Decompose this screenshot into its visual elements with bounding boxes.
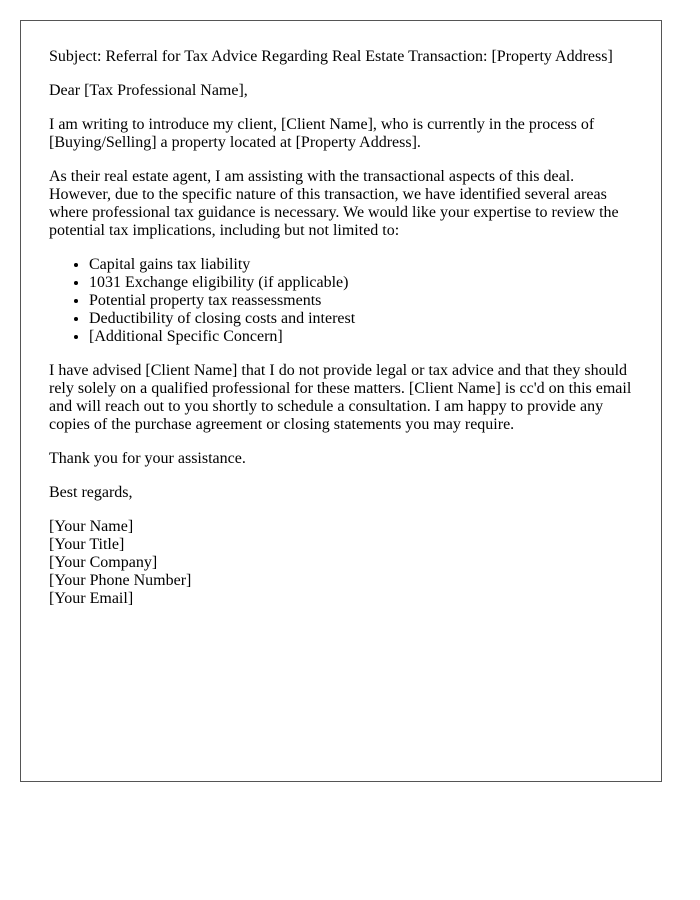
subject-line: Subject: Referral for Tax Advice Regarding Real Estate Transaction: [Property Address] (49, 48, 613, 65)
concerns-list (49, 256, 633, 346)
intro-paragraph: I am writing to introduce my client, [Client Name], who is currently in the process of [Buying/Selling] a property located at [Property Address]. (49, 116, 595, 151)
context-paragraph: As their real estate agent, I am assisting with the transactional aspects of this deal. However, due to the specific nature of this transaction, we have identified several areas where professional tax guidance is necessary. We would like your expertise to review the potential tax implications, including but not limited to: (49, 168, 619, 239)
list-item: • [Additional Specific Concern] (89, 328, 633, 346)
signature-email: [Your Email] (49, 590, 134, 607)
thanks-paragraph: Thank you for your assistance. (49, 450, 246, 467)
list-item: • Deductibility of closing costs and interest (89, 310, 633, 328)
list-item: • Potential property tax reassessments (89, 292, 633, 310)
signature-company: [Your Company] (49, 554, 158, 571)
list-item: • 1031 Exchange eligibility (if applicable) (89, 274, 633, 292)
disclaimer-paragraph: I have advised [Client Name] that I do not provide legal or tax advice and that they should rely solely on a qualified professional for these matters. [Client Name] is cc'd on this email and will reach out to you shortly to schedule a consultation. I am happy to provide any copies of the purchase agreement or closing statements you may require. (49, 362, 632, 433)
letter (20, 20, 662, 782)
signature-name: [Your Name] (49, 518, 134, 535)
signature-phone: [Your Phone Number] (49, 572, 192, 589)
signature-title: [Your Title] (49, 536, 125, 553)
list-item: • Capital gains tax liability (89, 256, 633, 274)
closing: Best regards, (49, 484, 133, 501)
greeting: Dear [Tax Professional Name], (49, 82, 248, 99)
signature-block (49, 518, 633, 608)
